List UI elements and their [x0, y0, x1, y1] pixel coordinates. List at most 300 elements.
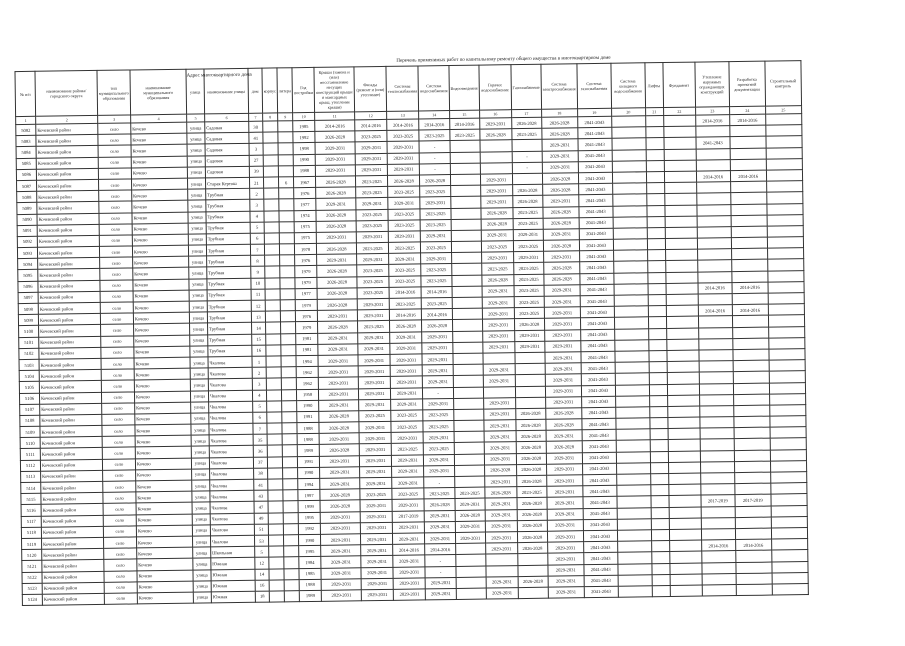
- column-header: Строительный контроль: [765, 61, 802, 106]
- table-cell: [649, 406, 667, 417]
- table-cell: Кочевский район: [38, 314, 100, 326]
- table-cell: 5120: [22, 549, 42, 560]
- table-cell: [735, 483, 771, 495]
- table-cell: 2029-2031: [390, 365, 422, 377]
- table-cell: [649, 384, 667, 395]
- table-cell: [266, 389, 281, 400]
- table-cell: [767, 225, 803, 237]
- table-cell: 2026-2028: [517, 520, 547, 532]
- table-cell: [456, 577, 486, 589]
- table-cell: Кочево: [135, 435, 191, 447]
- table-cell: 2023-2025: [513, 263, 543, 275]
- table-cell: 2029-2031: [544, 296, 580, 308]
- column-header: Система электроснабжения: [541, 64, 578, 109]
- table-cell: [613, 205, 647, 217]
- table-cell: 5122: [22, 572, 42, 583]
- table-cell: 5107: [20, 404, 40, 415]
- table-cell: 2023-2025: [356, 220, 388, 232]
- table-cell: 1988: [293, 165, 315, 176]
- table-cell: 2014-2016: [735, 539, 771, 551]
- column-header: Лифты: [645, 63, 664, 108]
- table-cell: [618, 563, 652, 575]
- table-cell: 2026-2028: [542, 184, 578, 196]
- table-cell: [611, 116, 645, 128]
- table-cell: 2029-2031: [548, 575, 584, 587]
- table-cell: 3: [252, 378, 266, 389]
- table-cell: Кочево: [136, 525, 192, 537]
- table-cell: [266, 367, 281, 378]
- table-cell: [701, 529, 735, 541]
- table-cell: Кочевский район: [38, 291, 100, 303]
- table-cell: [265, 311, 280, 322]
- table-cell: 2026-2028: [388, 175, 420, 187]
- table-cell: село: [98, 168, 131, 180]
- table-cell: [770, 472, 806, 484]
- table-cell: 2029-2031: [359, 444, 391, 456]
- table-cell: [451, 196, 481, 208]
- table-cell: 2029-2031: [390, 376, 422, 388]
- table-cell: 1979: [296, 322, 318, 333]
- table-cell: [269, 591, 284, 602]
- table-cell: Кочево: [132, 256, 188, 268]
- table-cell: [454, 465, 484, 477]
- table-cell: Трубная: [207, 311, 251, 323]
- table-cell: село: [98, 145, 131, 157]
- table-cell: [734, 427, 770, 439]
- table-cell: [769, 393, 805, 405]
- table-cell: 2026-2028: [544, 273, 580, 285]
- table-cell: 2023-2025: [422, 298, 452, 310]
- column-header: Фасады (ремонт и (или) утепление): [354, 66, 387, 111]
- table-cell: 2029-2031: [455, 498, 485, 510]
- table-cell: Кочево: [132, 200, 188, 212]
- table-cell: 2026-2028: [516, 430, 546, 442]
- table-cell: Кочевский район: [37, 235, 99, 247]
- table-cell: Кочевский район: [40, 459, 102, 471]
- column-number: 25: [765, 106, 801, 115]
- table-cell: село: [100, 302, 133, 314]
- table-cell: [770, 438, 806, 450]
- column-number: 17: [511, 109, 541, 117]
- table-cell: 1976: [294, 188, 316, 199]
- table-cell: 2023-2025: [424, 488, 454, 500]
- table-cell: Кочевский район: [36, 146, 98, 158]
- table-cell: Школьная: [211, 546, 255, 558]
- table-cell: 2029-2031: [544, 329, 580, 341]
- table-cell: [766, 158, 802, 170]
- table-cell: [264, 188, 279, 199]
- table-cell: 2029-2031: [485, 509, 517, 521]
- table-cell: село: [102, 414, 135, 426]
- table-cell: 1974: [294, 210, 316, 221]
- table-cell: [650, 418, 668, 429]
- table-cell: [266, 356, 281, 367]
- table-cell: Кочево: [137, 558, 193, 570]
- table-cell: [736, 584, 772, 596]
- table-cell: 2026-2028: [515, 408, 545, 420]
- table-cell: [770, 427, 806, 439]
- table-cell: Кочево: [133, 279, 189, 291]
- table-cell: 2029-2031: [486, 576, 518, 588]
- table-cell: 2029-2031: [318, 355, 358, 367]
- table-cell: улица: [188, 234, 206, 245]
- table-cell: 2041-2043: [578, 172, 612, 184]
- table-cell: [456, 554, 486, 566]
- table-cell: [281, 333, 296, 344]
- table-cell: [480, 140, 512, 152]
- table-cell: улица: [187, 133, 205, 144]
- table-cell: 2029-2031: [316, 198, 356, 210]
- table-cell: село: [102, 403, 135, 415]
- table-cell: 2041-2043: [584, 586, 618, 598]
- table-cell: 2023-2025: [358, 321, 390, 333]
- table-cell: [666, 328, 698, 340]
- table-cell: [768, 326, 804, 338]
- table-body: [16, 114, 808, 606]
- table-cell: Чкалова: [209, 446, 253, 458]
- table-cell: 2029-2031: [423, 432, 453, 444]
- table-cell: [767, 214, 803, 226]
- table-cell: [769, 371, 805, 383]
- table-cell: 35: [253, 434, 267, 445]
- table-cell: 2029-2031: [486, 587, 518, 599]
- table-cell: 2029-2031: [513, 229, 543, 241]
- table-cell: 5108: [20, 415, 40, 426]
- table-cell: [518, 554, 548, 566]
- table-cell: 2023-2025: [517, 486, 547, 498]
- table-cell: 2017-2019: [735, 494, 771, 506]
- table-cell: Трубная: [206, 188, 250, 200]
- table-cell: [281, 344, 296, 355]
- table-cell: 2029-2031: [547, 531, 583, 543]
- table-cell: 5100: [19, 326, 39, 337]
- table-cell: 4: [252, 390, 266, 401]
- table-cell: 2041-2043: [582, 429, 616, 441]
- table-cell: 2026-2028: [516, 475, 546, 487]
- table-cell: село: [100, 313, 133, 325]
- table-cell: 2026-2028: [319, 422, 359, 434]
- address-title: Адрес многоквартирного дома: [186, 72, 252, 79]
- table-cell: [767, 248, 803, 260]
- table-cell: 2029-2031: [361, 589, 393, 601]
- table-cell: улица: [192, 536, 210, 547]
- table-cell: [731, 248, 767, 260]
- table-cell: [617, 507, 651, 519]
- table-cell: [450, 174, 480, 186]
- table-cell: 2029-2031: [359, 433, 391, 445]
- table-cell: Кочевский район: [37, 246, 99, 258]
- table-cell: улица: [189, 267, 207, 278]
- table-cell: [265, 300, 280, 311]
- table-cell: 2029-2031: [544, 307, 580, 319]
- table-cell: Кочево: [137, 547, 193, 559]
- table-cell: 2014-2016: [698, 282, 732, 294]
- table-cell: [766, 136, 802, 148]
- table-cell: [281, 356, 296, 367]
- table-cell: [648, 339, 666, 350]
- table-cell: Кочево: [133, 312, 189, 324]
- table-cell: село: [102, 447, 135, 459]
- table-cell: Трубная: [207, 300, 251, 312]
- table-cell: 2041-2043: [579, 250, 613, 262]
- table-cell: 2026-2028: [517, 498, 547, 510]
- table-cell: село: [103, 492, 136, 504]
- table-cell: [650, 440, 668, 451]
- table-cell: 7: [250, 244, 264, 255]
- table-cell: [450, 163, 480, 175]
- column-header: тип муниципального образования: [97, 70, 131, 115]
- table-cell: 5104: [19, 370, 39, 381]
- table-cell: Трубная: [208, 345, 252, 357]
- table-cell: 2029-2031: [420, 197, 450, 209]
- table-cell: 2014-2016: [732, 304, 768, 316]
- table-cell: [770, 460, 806, 472]
- table-cell: 1988: [297, 434, 319, 445]
- table-cell: 5083: [16, 135, 36, 146]
- table-cell: [451, 208, 481, 220]
- table-cell: 2029-2031: [361, 578, 393, 590]
- table-cell: [667, 361, 699, 373]
- table-cell: 2026-2028: [517, 531, 547, 543]
- table-cell: [734, 461, 770, 473]
- table-cell: Кочево: [131, 145, 187, 157]
- table-cell: [735, 550, 771, 562]
- table-cell: [284, 591, 299, 602]
- table-cell: [664, 137, 696, 149]
- table-cell: 2029-2031: [317, 310, 357, 322]
- table-cell: 2023-2025: [356, 187, 388, 199]
- table-cell: 2029-2031: [484, 453, 516, 465]
- table-cell: [452, 331, 482, 343]
- table-cell: [667, 350, 699, 362]
- table-cell: [268, 501, 283, 512]
- table-cell: [652, 563, 670, 574]
- table-cell: [281, 378, 296, 389]
- table-cell: -: [423, 387, 453, 399]
- table-cell: [452, 297, 482, 309]
- table-cell: [669, 495, 701, 507]
- table-cell: [733, 371, 769, 383]
- table-cell: 2014-2016: [695, 115, 729, 127]
- table-cell: [646, 160, 664, 171]
- table-cell: Чкалова: [208, 367, 252, 379]
- table-cell: 1999: [298, 501, 320, 512]
- table-cell: улица: [193, 558, 211, 569]
- table-cell: 2029-2031: [547, 542, 583, 554]
- table-cell: 13: [251, 311, 265, 322]
- table-cell: [456, 588, 486, 600]
- table-cell: 1985: [299, 568, 321, 579]
- table-cell: [264, 222, 279, 233]
- table-cell: 2029-2031: [321, 567, 361, 579]
- table-cell: [700, 461, 734, 473]
- column-number: 6: [204, 113, 248, 122]
- table-cell: 2029-2031: [361, 556, 393, 568]
- table-cell: [667, 372, 699, 384]
- table-cell: [699, 361, 733, 373]
- table-cell: 2029-2031: [513, 251, 543, 263]
- column-number: 13: [387, 111, 419, 119]
- table-cell: 2026-2028: [424, 499, 454, 511]
- table-cell: [766, 192, 802, 204]
- table-cell: 2023-2025: [389, 276, 421, 288]
- table-cell: [699, 405, 733, 417]
- table-cell: 2029-2031: [514, 330, 544, 342]
- table-cell: 2023-2025: [356, 209, 388, 221]
- column-header: Разработка проектной документации: [729, 61, 766, 106]
- table-cell: 2014-2016: [698, 305, 732, 317]
- table-cell: Кочево: [134, 335, 190, 347]
- table-cell: [730, 159, 766, 171]
- table-cell: 2014-2016: [729, 114, 765, 126]
- table-cell: [267, 434, 282, 445]
- table-cell: [770, 449, 806, 461]
- table-cell: [771, 483, 807, 495]
- table-cell: 2026-2028: [319, 444, 359, 456]
- column-number: 21: [645, 108, 663, 116]
- table-cell: 2029-2031: [315, 153, 355, 165]
- table-cell: Кочево: [135, 424, 191, 436]
- column-number: 10: [293, 112, 315, 120]
- table-cell: 37: [253, 457, 267, 468]
- table-cell: [701, 484, 735, 496]
- table-cell: 2: [252, 367, 266, 378]
- table-cell: 2029-2031: [318, 332, 358, 344]
- table-cell: 2026-2028: [319, 411, 359, 423]
- table-cell: [283, 523, 298, 534]
- table-cell: [733, 360, 769, 372]
- table-cell: Кочевский район: [37, 213, 99, 225]
- table-cell: Кочевский район: [41, 493, 103, 505]
- table-cell: [771, 550, 807, 562]
- table-cell: [617, 541, 651, 553]
- table-cell: 1994: [296, 355, 318, 366]
- table-cell: Кочевский район: [36, 157, 98, 169]
- table-cell: [615, 351, 649, 363]
- table-cell: [614, 328, 648, 340]
- table-cell: [664, 171, 696, 183]
- table-cell: улица: [188, 256, 206, 267]
- table-cell: 2029-2031: [393, 589, 425, 601]
- table-cell: [263, 166, 278, 177]
- table-cell: [280, 300, 295, 311]
- table-cell: 5121: [22, 561, 42, 572]
- table-cell: [664, 193, 696, 205]
- table-cell: улица: [188, 245, 206, 256]
- table-cell: [699, 394, 733, 406]
- table-cell: [515, 397, 545, 409]
- table-cell: 2023-2025: [419, 130, 449, 142]
- column-number: 16: [479, 110, 511, 118]
- table-cell: 2014-2016: [730, 170, 766, 182]
- table-cell: 2029-2031: [393, 533, 425, 545]
- table-cell: 2014-2016: [389, 287, 421, 299]
- table-cell: [615, 407, 649, 419]
- table-cell: [278, 132, 293, 143]
- table-cell: [767, 203, 803, 215]
- table-cell: 2041-2043: [581, 407, 615, 419]
- table-cell: [283, 479, 298, 490]
- table-cell: улица: [193, 592, 211, 603]
- table-cell: 2029-2031: [480, 185, 512, 197]
- works-banner: Перечень применимых работ по капитальному ремонту общего имущества в многоквартирном доме: [396, 55, 611, 64]
- table-cell: 1988: [297, 422, 319, 433]
- column-number: 23: [695, 107, 729, 115]
- table-cell: [646, 194, 664, 205]
- table-cell: 2026-2028: [546, 419, 582, 431]
- table-cell: [284, 579, 299, 590]
- table-cell: 2029-2031: [426, 588, 456, 600]
- table-cell: [453, 409, 483, 421]
- table-cell: 2026-2028: [390, 320, 422, 332]
- table-cell: 2026-2028: [482, 274, 514, 286]
- table-cell: 5096: [18, 281, 38, 292]
- table-cell: Южная: [211, 569, 255, 581]
- table-cell: Кочевский район: [39, 325, 101, 337]
- table-cell: [268, 490, 283, 501]
- table-cell: Кочевский район: [41, 470, 103, 482]
- table-cell: [614, 284, 648, 296]
- table-cell: 2029-2031: [356, 198, 388, 210]
- table-cell: [771, 539, 807, 551]
- table-cell: село: [104, 593, 137, 605]
- table-cell: [617, 485, 651, 497]
- table-cell: 2029-2031: [545, 385, 581, 397]
- table-cell: 2029-2031: [547, 497, 583, 509]
- table-cell: [649, 362, 667, 373]
- table-cell: [612, 194, 646, 206]
- table-cell: [616, 474, 650, 486]
- table-cell: улица: [193, 569, 211, 580]
- table-cell: 2029-2031: [391, 432, 423, 444]
- table-cell: [453, 387, 483, 399]
- table-cell: 4: [250, 211, 264, 222]
- table-cell: [616, 440, 650, 452]
- table-cell: [647, 250, 665, 261]
- table-cell: [267, 457, 282, 468]
- table-cell: 2029-2031: [359, 399, 391, 411]
- table-cell: [263, 121, 278, 132]
- table-cell: [665, 216, 697, 228]
- table-cell: 9: [251, 267, 265, 278]
- table-cell: [284, 568, 299, 579]
- table-cell: [279, 199, 294, 210]
- table-cell: 2041-2043: [582, 441, 616, 453]
- table-cell: Садовая: [205, 155, 249, 167]
- table-cell: [668, 473, 700, 485]
- table-cell: [483, 353, 515, 365]
- table-cell: 1998: [293, 143, 315, 154]
- table-cell: 2041-2043: [580, 329, 614, 341]
- table-cell: 2029-2031: [359, 421, 391, 433]
- table-cell: Чкалова: [209, 457, 253, 469]
- column-header: улица: [186, 69, 205, 114]
- table-cell: 2023-2025: [387, 130, 419, 142]
- table-cell: 1975: [294, 232, 316, 243]
- table-cell: 2029-2031: [479, 118, 511, 130]
- table-cell: 53: [254, 535, 268, 546]
- table-cell: Южная: [211, 580, 255, 592]
- table-cell: [454, 443, 484, 455]
- table-cell: [454, 420, 484, 432]
- table-cell: [613, 261, 647, 273]
- table-cell: [648, 328, 666, 339]
- table-cell: 2041-2043: [577, 116, 611, 128]
- table-cell: [614, 340, 648, 352]
- table-cell: Кочево: [136, 491, 192, 503]
- table-cell: 2041-2043: [696, 137, 730, 149]
- table-cell: [453, 353, 483, 365]
